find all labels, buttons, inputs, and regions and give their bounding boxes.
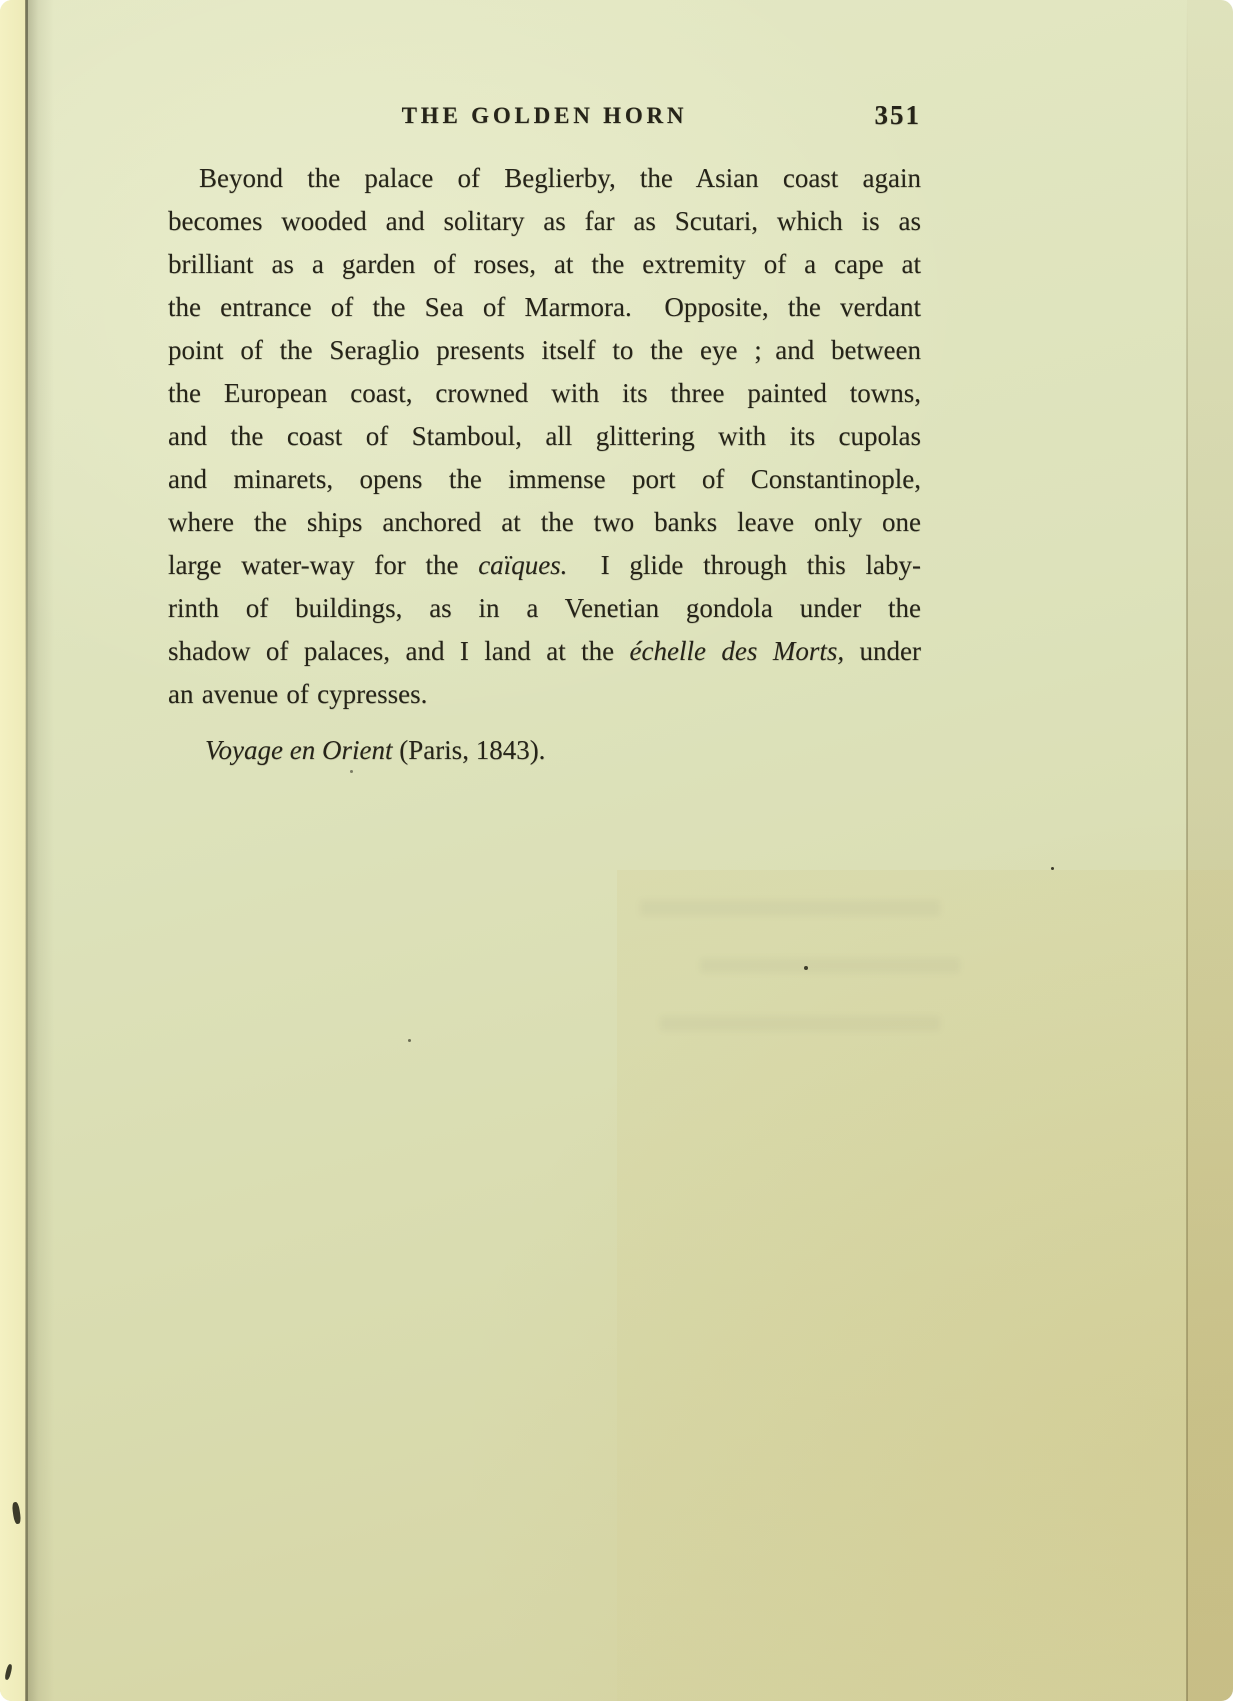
text-segment: point of the Seraglio presents itself to the eye ; and between	[168, 335, 921, 365]
text-segment: where the ships anchored at the two banks leave only one	[168, 507, 921, 537]
left-page-edge	[0, 0, 26, 1701]
text-line	[168, 286, 921, 329]
body-text	[168, 157, 921, 716]
bleed-through-band	[700, 958, 960, 973]
text-segment: Beyond the palace of Beglierby, the Asian coast again	[199, 163, 921, 193]
text-line	[168, 458, 921, 501]
gutter-shadow	[26, 0, 54, 1701]
paper-tone-band	[617, 870, 1233, 1701]
text-line	[168, 243, 921, 286]
text-segment: and minarets, opens the immense port of Constantinople,	[168, 464, 921, 494]
gutter-crease-line	[25, 0, 28, 1701]
text-segment-italic: caïques.	[478, 550, 568, 580]
text-segment: becomes wooded and solitary as far as Scutari, which is as	[168, 206, 921, 236]
page-number: 351	[874, 100, 921, 130]
text-segment: an avenue of cypresses.	[168, 679, 428, 709]
bleed-through-band	[660, 1016, 940, 1031]
paper-speck	[1051, 867, 1054, 870]
citation-imprint: (Paris, 1843).	[392, 735, 546, 765]
text-segment: under	[844, 636, 921, 666]
text-segment: I glide through this laby-	[567, 550, 921, 580]
text-line	[168, 544, 921, 587]
text-segment: brilliant as a garden of roses, at the extremity of a cape at	[168, 249, 921, 279]
text-line	[168, 329, 921, 372]
text-line	[168, 630, 921, 673]
paper-speck	[408, 1039, 411, 1042]
text-segment: and the coast of Stamboul, all glittering with its cupolas	[168, 421, 921, 451]
bleed-through-band	[640, 900, 940, 916]
running-title: THE GOLDEN HORN	[401, 103, 688, 128]
printed-content	[168, 100, 921, 772]
text-line	[168, 501, 921, 544]
text-line	[168, 415, 921, 458]
citation-title: Voyage en Orient	[205, 735, 393, 765]
text-segment: the European coast, crowned with its three painted towns,	[168, 378, 921, 408]
text-segment: shadow of palaces, and I land at the	[168, 636, 630, 666]
text-line	[168, 673, 921, 716]
text-line	[168, 587, 921, 630]
text-segment-italic: échelle des Morts,	[629, 636, 845, 666]
text-line	[168, 157, 921, 200]
text-line	[168, 372, 921, 415]
paper-speck	[350, 770, 353, 773]
text-line	[168, 200, 921, 243]
page-header	[168, 100, 921, 139]
text-segment: large water-way for the	[168, 550, 479, 580]
text-segment: the entrance of the Sea of Marmora. Opposite, the verdant	[168, 292, 921, 322]
text-segment: rinth of buildings, as in a Venetian gondola under the	[168, 593, 921, 623]
citation-line	[168, 729, 921, 772]
